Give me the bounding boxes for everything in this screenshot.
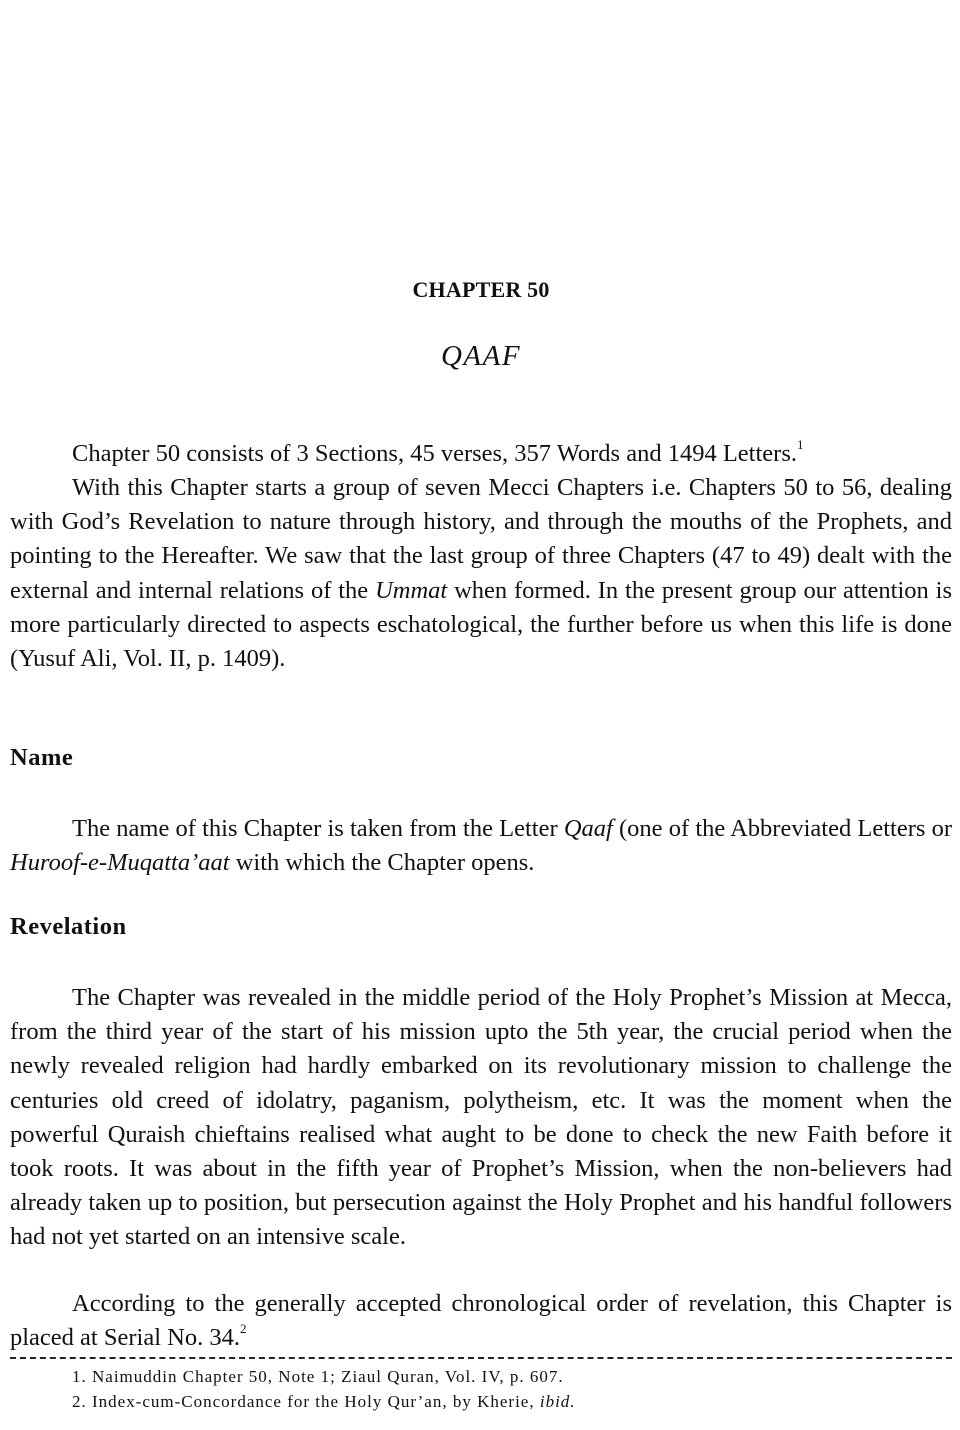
revelation-paragraph-1: The Chapter was revealed in the middle period of the Holy Prophet’s Mission at Mecca, from the third year of the start of his mission upto the 5th year, the crucial period when the newly revealed religion had hardly embarked on its revolutionary mission to challenge the centuries old creed of idolatry, paganism, polytheism, etc. It was the moment when the powerful Quraish chieftains realised what aught to be done to check the new Faith before it took roots. It was about in the fifth year of Prophet’s Mission, when the non-believers had already taken up to position, but persecution against the Holy Prophet and his handful followers had not yet started on an intensive scale. [10,984,952,1251]
footnote-ref-2: 2 [239,1321,247,1337]
footnote-2-text: 2. Index-cum-Concordance for the Holy Qur’an, by Kherie, [72,1392,535,1411]
term-qaaf: Qaaf [563,815,613,842]
revelation-paragraph-2 [10,1287,952,1355]
footnote-2 [72,1392,576,1412]
footnote-divider [10,1357,952,1359]
chapter-number: CHAPTER 50 [412,277,550,302]
name-text-part2: (one of the Abbreviated Letters or [619,815,952,842]
intro-stats-text: Chapter 50 consists of 3 Sections, 45 verses, 357 Words and 1494 Letters. [72,440,797,467]
footnote-1: 1. Naimuddin Chapter 50, Note 1; Ziaul Quran, Vol. IV, p. 607. [72,1367,564,1386]
chapter-title: QAAF [440,340,522,372]
name-paragraph [10,812,952,880]
heading-name: Name [10,744,74,771]
name-text-part1: The name of this Chapter is taken from the Letter [72,815,558,842]
intro-text-part1: With this Chapter starts a group of seven Mecci Chapters i.e. Chapters 50 to 56, dealing with God’s Revelation to nature through history, and through the mouths of the Prophets, and pointing to the Hereafter. We saw that the last group of three Chapters (47 to 49) dealt with the external and internal relations of the [10,474,952,604]
revelation-text-2: According to the generally accepted chronological order of revelation, this Chapter is placed at Serial No. 34. [10,1290,952,1352]
name-text-part3: with which the Chapter opens. [235,849,535,877]
intro-paragraph [10,471,952,676]
footnote-ref-1: 1 [797,437,804,452]
intro-stats [10,437,952,471]
term-ummat: Ummat [375,576,448,604]
footnote-2-ibid: ibid. [539,1392,576,1411]
intro-text-part2: when formed. In the present group our attention is more particularly directed to aspects eschatological, the further before us when this life is done (Yusuf Ali, Vol. II, p. 1409). [10,576,952,673]
term-huroof: Huroof-e-Muqatta’aat [10,849,230,877]
heading-revelation: Revelation [10,913,127,940]
